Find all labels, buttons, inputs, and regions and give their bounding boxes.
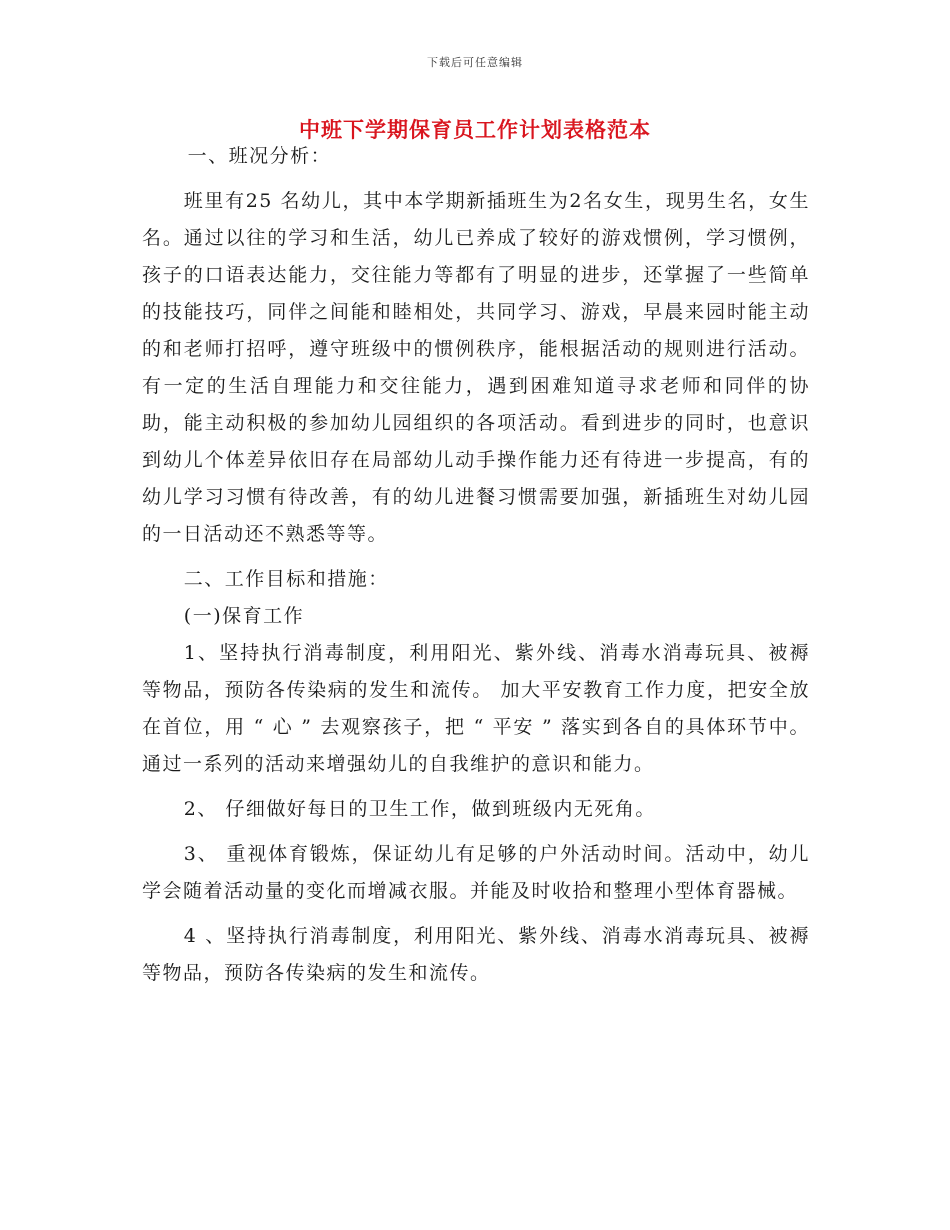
list-item-4: 4 、坚持执行消毒制度，利用阳光、紫外线、消毒水消毒玩具、被褥等物品，预防各传染病的发生和流传。 [142,925,810,984]
document-body [142,138,810,992]
section-heading-class-analysis: 一、班况分析： [187,145,332,167]
section-heading-goals: 二、工作目标和措施： [183,568,389,590]
subsection-heading-care: (一)保育工作 [183,605,305,627]
list-item-2: 2、 仔细做好每日的卫生工作，做到班级内无死角。 [183,798,656,820]
list-item-3: 3、 重视体育锻炼，保证幼儿有足够的户外活动时间。活动中，幼儿学会随着活动量的变化而增减衣服。并能及时收拾和整理小型体育器械。 [142,843,810,902]
list-item-1: 1、坚持执行消毒制度，利用阳光、紫外线、消毒水消毒玩具、被褥等物品，预防各传染病的发生和流传。 加大平安教育工作力度，把安全放在首位，用 “ 心 ” 去观察孩子，把 “ 平安 ” 落实到各自的具体环节中。通过一系列的活动来增强幼儿的自我维护的意识和能力。 [142,642,810,775]
page-header-note: 下载后可任意编辑 [427,56,523,69]
paragraph-class-analysis: 班里有25 名幼儿，其中本学期新插班生为2名女生，现男生名，女生 名。通过以往的学习和生活，幼儿已养成了较好的游戏惯例，学习惯例，孩子的口语表达能力，交往能力等都有了明显的进步，还掌握了一些简单的技能技巧，同伴之间能和睦相处，共同学习、游戏，早晨来园时能主动的和老师打招呼，遵守班级中的惯例秩序，能根据活动的规则进行活动。有一定的生活自理能力和交往能力，遇到困难知道寻求老师和同伴的协助，能主动积极的参加幼儿园组织的各项活动。看到进步的同时，也意识到幼儿个体差异依旧存在局部幼儿动手操作能力还有待进一步提高，有的幼儿学习习惯有待改善，有的幼儿进餐习惯需要加强，新插班生对幼儿园的一日活动还不熟悉等等。 [142,190,810,545]
document-title: 中班下学期保育员工作计划表格范本 [299,117,651,142]
